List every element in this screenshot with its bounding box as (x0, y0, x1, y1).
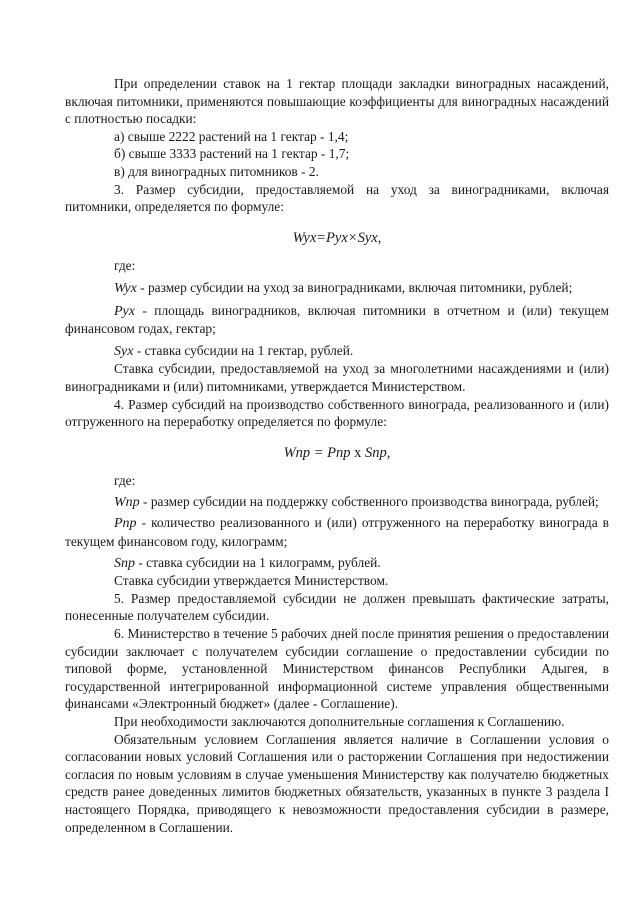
definition-wyx-text: - размер субсидии на уход за виноградниками, включая питомники, рублей; (136, 279, 573, 295)
formula-production-multiply: х (350, 444, 366, 461)
variable-wpr: Wпр (114, 494, 140, 510)
list-item-b: б) свыше 3333 растений на 1 гектар - 1,7; (114, 146, 350, 162)
definition-wpr-text: - размер субсидии на поддержку собственного производства винограда, рублей; (139, 493, 599, 509)
definition-pyx (65, 302, 609, 338)
formula-production-right: Sпр, (365, 444, 391, 461)
definition-wpr (65, 493, 609, 512)
definition-syx-text: - ставка субсидии на 1 гектар, рублей. (133, 342, 354, 358)
paragraph-rate-approval: Ставка субсидии, предоставляемой на уход за многолетними насаждениями и (или) виноградниками и (или) питомниками, утверждается Министерством. (65, 361, 609, 394)
list-item-c: в) для виноградных питомников - 2. (114, 163, 319, 179)
definition-ppr (65, 514, 609, 550)
definition-ppr-text: - количество реализованного и (или) отгруженного на переработку винограда в текущем финансовом году, килограмм; (65, 515, 609, 550)
formula-production-left: Wпр = Рпр (283, 444, 351, 461)
definition-syx (65, 342, 609, 361)
paragraph-additional-agreements: При необходимости заключаются дополнительные соглашения к Соглашению. (114, 714, 565, 729)
list-item-a: а) свыше 2222 растений на 1 гектар - 1,4; (114, 128, 349, 144)
where-label-1: где: (114, 258, 136, 274)
paragraph-rate-approved: Ставка субсидии утверждается Министерством. (114, 573, 389, 589)
where-label-2: где: (114, 473, 136, 489)
formula-care-subsidy (65, 230, 609, 248)
variable-pyx: Pyx (114, 303, 135, 319)
variable-ppr: Рпр (114, 516, 137, 532)
paragraph-point-6: 6. Министерство в течение 5 рабочих дней после принятия решения о предоставлении субсидии заключает с получателем субсидии соглашение о предоставлении субсидии по типовой форме, установленной Министерством финансов Республики Адыгея, в государственной интегрированной информационной системе управления общественными финансами «Электронный бюджет» (далее - Соглашение). (65, 626, 609, 712)
definition-pyx-text: - площадь виноградников, включая питомники в отчетном и (или) текущем финансовом годах, гектар; (65, 302, 609, 337)
formula-care-expression: Wyx=Pyx×Syx (292, 229, 378, 246)
paragraph-point-3: 3. Размер субсидии, предоставляемой на уход за виноградниками, включая питомники, определяется по формуле: (65, 181, 609, 215)
variable-syx: Syx (114, 343, 134, 359)
paragraph-point-4: 4. Размер субсидий на производство собственного винограда, реализованного и (или) отгруженного на переработку определяется по формуле: (65, 396, 609, 430)
definition-spr-text: - ставка субсидии на 1 килограмм, рублей. (135, 554, 381, 570)
variable-wyx: Wyx (114, 280, 137, 296)
formula-care-tail: , (377, 229, 382, 246)
definition-spr (65, 554, 609, 573)
document-body (65, 75, 609, 836)
paragraph-coefficients: При определении ставок на 1 гектар площади закладки виноградных насаждений, включая питомники, применяются повышающие коэффициенты для виноградных насаждений с плотностью посадки: (65, 76, 609, 127)
formula-production-subsidy (65, 445, 609, 463)
definition-wyx (65, 279, 609, 298)
variable-spr: Sпр (114, 555, 135, 571)
paragraph-mandatory-condition: Обязательным условием Соглашения является наличие в Соглашении условия о согласовании новых условий Соглашения или о расторжении Соглашения при недостижении согласия по новым условиям в случае уменьшения Министерству как получателю бюджетных средств ранее доведенных лимитов бюджетных обязательств, указанных в пункте 3 раздела I настоящего Порядка, приводящего к невозможности предоставления субсидии в размере, определенном в Соглашении. (65, 731, 609, 835)
paragraph-point-5: 5. Размер предоставляемой субсидии не должен превышать фактические затраты, понесенные получателем субсидии. (65, 590, 609, 624)
